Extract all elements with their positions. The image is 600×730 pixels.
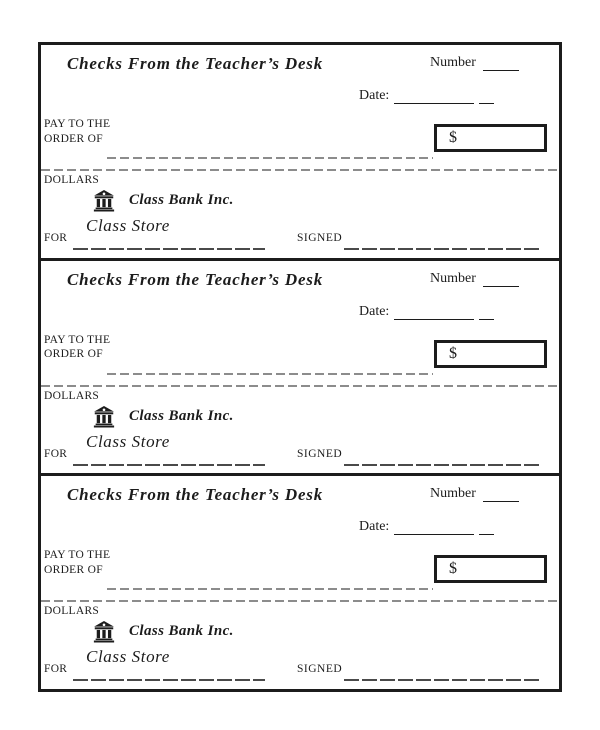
date-blank-line xyxy=(394,523,474,535)
check-number-row xyxy=(430,486,519,502)
for-blank-line xyxy=(73,679,265,681)
check-number-row xyxy=(430,55,519,71)
pay-to-the-label: PAY TO THE xyxy=(44,118,111,130)
amount-box xyxy=(434,555,547,583)
amount-words-line xyxy=(41,385,559,387)
pay-to-the-order-of xyxy=(44,333,110,362)
order-of-label: ORDER OF xyxy=(44,563,103,576)
check-sheet xyxy=(38,42,562,692)
for-value: Class Store xyxy=(86,431,170,451)
number-blank-line xyxy=(483,59,519,71)
number-blank-line xyxy=(483,275,519,287)
date-blank-line-short xyxy=(479,308,494,320)
check-1 xyxy=(41,45,559,258)
check-title: Checks From the Teacher’s Desk xyxy=(67,269,324,289)
for-blank-line xyxy=(73,464,265,466)
date-label: Date: xyxy=(359,88,390,103)
payee-blank-line xyxy=(107,373,433,375)
for-value: Class Store xyxy=(86,216,170,235)
bank-row xyxy=(93,189,234,212)
pay-to-the-order-of xyxy=(44,117,110,146)
for-label: FOR xyxy=(44,663,68,676)
bank-building-icon xyxy=(93,189,115,212)
number-blank-line xyxy=(483,490,519,502)
signature-blank-line xyxy=(344,248,541,250)
check-date-row xyxy=(359,88,494,104)
bank-row xyxy=(93,405,234,428)
number-label: Number xyxy=(430,486,476,502)
date-blank-line-short xyxy=(479,523,494,535)
payee-blank-line xyxy=(107,588,433,590)
for-value: Class Store xyxy=(86,647,170,667)
check-2 xyxy=(41,258,559,474)
pay-to-the-order-of xyxy=(44,548,110,577)
check-title: Checks From the Teacher’s Desk xyxy=(67,54,324,73)
check-date-row xyxy=(359,519,494,535)
date-label: Date: xyxy=(359,519,390,535)
signed-label: SIGNED xyxy=(297,232,343,244)
date-blank-line xyxy=(394,92,474,104)
payee-blank-line xyxy=(107,157,433,159)
amount-words-line xyxy=(41,169,559,171)
bank-building-icon xyxy=(93,620,115,643)
check-number-row xyxy=(430,271,519,287)
number-label: Number xyxy=(430,55,476,70)
amount-box xyxy=(434,340,547,368)
dollar-sign: $ xyxy=(449,344,457,362)
signature-blank-line xyxy=(344,464,541,466)
date-blank-line xyxy=(394,308,474,320)
date-blank-line-short xyxy=(479,92,494,104)
bank-name: Class Bank Inc. xyxy=(129,192,234,208)
number-label: Number xyxy=(430,270,476,286)
check-3 xyxy=(41,473,559,689)
date-label: Date: xyxy=(359,303,390,319)
order-of-label: ORDER OF xyxy=(44,132,103,145)
dollar-sign: $ xyxy=(449,129,457,146)
amount-box xyxy=(434,124,547,152)
bank-name: Class Bank Inc. xyxy=(129,407,234,424)
bank-name: Class Bank Inc. xyxy=(129,623,234,640)
for-label: FOR xyxy=(44,447,68,460)
check-date-row xyxy=(359,304,494,320)
dollar-sign: $ xyxy=(449,560,457,578)
dollars-label: DOLLARS xyxy=(44,389,100,402)
signed-label: SIGNED xyxy=(297,663,343,676)
order-of-label: ORDER OF xyxy=(44,348,103,361)
signature-blank-line xyxy=(344,679,541,681)
for-label: FOR xyxy=(44,232,68,244)
for-blank-line xyxy=(73,248,265,250)
dollars-label: DOLLARS xyxy=(44,605,100,618)
signed-label: SIGNED xyxy=(297,447,343,460)
pay-to-the-label: PAY TO THE xyxy=(44,549,111,562)
pay-to-the-label: PAY TO THE xyxy=(44,333,111,346)
bank-building-icon xyxy=(93,405,115,428)
check-title: Checks From the Teacher’s Desk xyxy=(67,485,324,505)
amount-words-line xyxy=(41,600,559,602)
dollars-label: DOLLARS xyxy=(44,174,100,186)
bank-row xyxy=(93,620,234,643)
